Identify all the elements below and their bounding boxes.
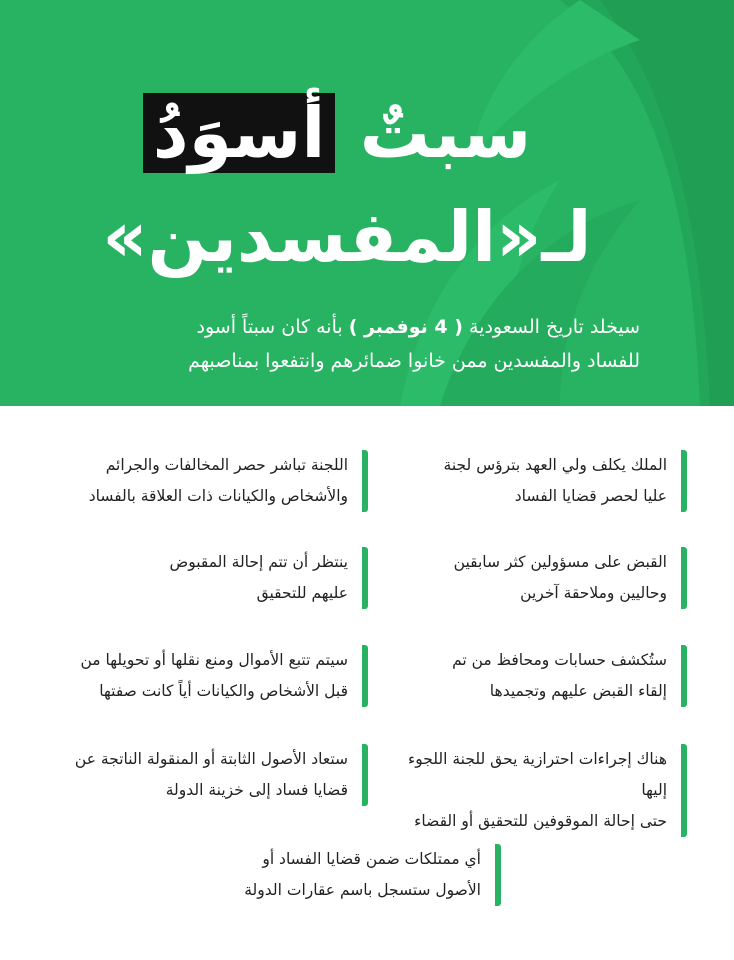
item-line-2: الأصول ستسجل باسم عقارات الدولة [244, 881, 481, 899]
item-line-2: عليا لحصر قضايا الفساد [514, 487, 667, 505]
intro-text [80, 310, 640, 378]
item-line-1: سيتم تتبع الأموال ومنع نقلها أو تحويلها من [80, 651, 348, 669]
item-line-2: حتى إحالة الموقوفين للتحقيق أو القضاء [414, 812, 667, 830]
item-line-1: اللجنة تباشر حصر المخالفات والجرائم [105, 456, 348, 474]
list-item [407, 744, 687, 837]
list-item [58, 450, 368, 512]
title-line-1 [0, 88, 734, 178]
item-line-2: قبل الأشخاص والكيانات أياً كانت صفتها [99, 682, 348, 700]
item-line-1: أي ممتلكات ضمن قضايا الفساد أو [262, 850, 481, 868]
header-banner [0, 0, 734, 406]
title-word-saturday: سبتٌ [359, 92, 532, 174]
title-word-black-highlight: أسوَدُ [143, 93, 336, 173]
item-line-1: ستعاد الأصول الثابتة أو المنقولة الناتجة عن [74, 750, 348, 768]
item-line-1: الملك يكلف ولي العهد بترؤس لجنة [443, 456, 667, 474]
item-line-1: ينتظر أن تتم إحالة المقبوض [169, 553, 348, 571]
item-line-2: قضايا فساد إلى خزينة الدولة [165, 781, 348, 799]
list-item [407, 547, 687, 609]
intro-date: ( 4 نوفمبر ) [348, 316, 463, 338]
list-item [407, 645, 687, 707]
list-item [407, 450, 687, 512]
list-item [58, 645, 368, 707]
item-line-2: إلقاء القبض عليهم وتجميدها [489, 682, 667, 700]
list-item [211, 844, 501, 906]
item-line-1: ستُكشف حسابات ومحافظ من تم [452, 651, 667, 669]
list-item [58, 547, 368, 609]
item-line-1: هناك إجراءات احترازية يحق للجنة اللجوء إليها [407, 750, 667, 799]
item-line-2: والأشخاص والكيانات ذات العلاقة بالفساد [88, 487, 348, 505]
intro-line-2: للفساد والمفسدين ممن خانوا ضمائرهم وانتفعوا بمناصبهم [188, 350, 640, 372]
intro-line-1-end: بأنه كان سبتاً أسود [196, 316, 343, 338]
item-line-2: وحاليين وملاحقة آخرين [520, 584, 667, 602]
intro-line-1 [80, 310, 640, 344]
item-line-2: عليهم للتحقيق [256, 584, 348, 602]
item-line-1: القبض على مسؤولين كثر سابقين [453, 553, 667, 571]
intro-line-1-start: سيخلد تاريخ السعودية [469, 316, 640, 338]
title-line-2: لـ«المفسدين» [102, 196, 592, 278]
list-item [58, 744, 368, 806]
